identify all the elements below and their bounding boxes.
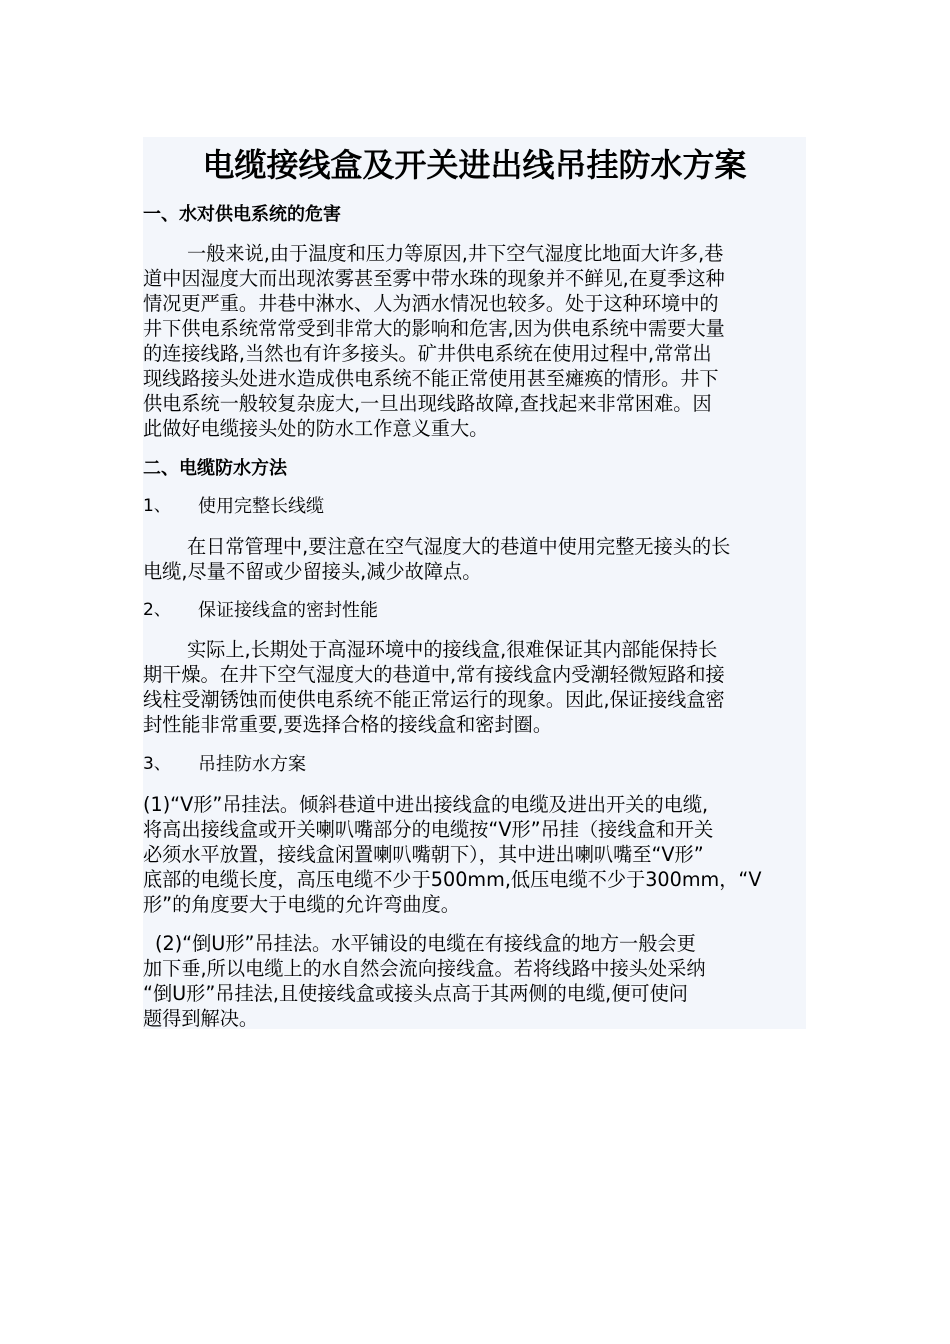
paragraph-line: 加下垂,所以电缆上的水自然会流向接线盒。若将线路中接头处采纳 bbox=[143, 957, 706, 980]
paragraph-line: 一般来说,由于温度和压力等原因,井下空气湿度比地面大许多,巷 bbox=[187, 242, 724, 265]
paragraph-line: (1)“V形”吊挂法。倾斜巷道中进出接线盒的电缆及进出开关的电缆, bbox=[143, 793, 709, 816]
paragraph-line: 情况更严重。井巷中淋水、人为洒水情况也较多。处于这种环境中的 bbox=[143, 292, 719, 315]
paragraph-line: 实际上,长期处于高湿环境中的接线盒,很难保证其内部能保持长 bbox=[187, 638, 718, 661]
document-page bbox=[143, 137, 806, 1029]
list-item-title: 使用完整长线缆 bbox=[198, 496, 324, 517]
paragraph-line: 必须水平放置，接线盒闲置喇叭嘴朝下），其中进出喇叭嘴至“V形” bbox=[143, 843, 704, 866]
paragraph-line: “倒U形”吊挂法,且使接线盒或接头点高于其两侧的电缆,便可使问 bbox=[143, 982, 688, 1005]
paragraph-line: 底部的电缆长度，高压电缆不少于500mm,低压电缆不少于300mm，“V bbox=[143, 868, 762, 891]
list-item-title: 保证接线盒的密封性能 bbox=[198, 600, 378, 621]
paragraph-line: 题得到解决。 bbox=[143, 1007, 259, 1030]
paragraph-line: 将高出接线盒或开关喇叭嘴部分的电缆按“V形”吊挂（接线盒和开关 bbox=[143, 818, 714, 841]
section-heading-2: 二、电缆防水方法 bbox=[143, 458, 287, 479]
list-item-title: 吊挂防水方案 bbox=[198, 754, 306, 775]
list-number: 2、 bbox=[143, 600, 171, 620]
list-number: 3、 bbox=[143, 754, 171, 774]
paragraph-line: (2)“倒U形”吊挂法。水平铺设的电缆在有接线盒的地方一般会更 bbox=[155, 932, 696, 955]
list-number: 1、 bbox=[143, 496, 171, 516]
paragraph-line: 现线路接头处进水造成供电系统不能正常使用甚至瘫痪的情形。井下 bbox=[143, 367, 719, 390]
paragraph-line: 的连接线路,当然也有许多接头。矿井供电系统在使用过程中,常常出 bbox=[143, 342, 712, 365]
paragraph-line: 封性能非常重要,要选择合格的接线盒和密封圈。 bbox=[143, 713, 553, 736]
paragraph-line: 在日常管理中,要注意在空气湿度大的巷道中使用完整无接头的长 bbox=[187, 535, 731, 558]
paragraph-line: 道中因湿度大而出现浓雾甚至雾中带水珠的现象并不鲜见,在夏季这种 bbox=[143, 267, 725, 290]
paragraph-line: 电缆,尽量不留或少留接头,减少故障点。 bbox=[143, 560, 482, 583]
section-heading-1: 一、水对供电系统的危害 bbox=[143, 204, 341, 225]
paragraph-line: 供电系统一般较复杂庞大,一旦出现线路故障,查找起来非常困难。因 bbox=[143, 392, 712, 415]
paragraph-line: 形”的角度要大于电缆的允许弯曲度。 bbox=[143, 893, 460, 916]
paragraph-line: 井下供电系统常常受到非常大的影响和危害,因为供电系统中需要大量 bbox=[143, 317, 725, 340]
document-title: 电缆接线盒及开关进出线吊挂防水方案 bbox=[202, 146, 747, 184]
paragraph-line: 线柱受潮锈蚀而使供电系统不能正常运行的现象。因此,保证接线盒密 bbox=[143, 688, 725, 711]
paragraph-line: 期干燥。在井下空气湿度大的巷道中,常有接线盒内受潮轻微短路和接 bbox=[143, 663, 725, 686]
paragraph-line: 此做好电缆接头处的防水工作意义重大。 bbox=[143, 417, 489, 440]
